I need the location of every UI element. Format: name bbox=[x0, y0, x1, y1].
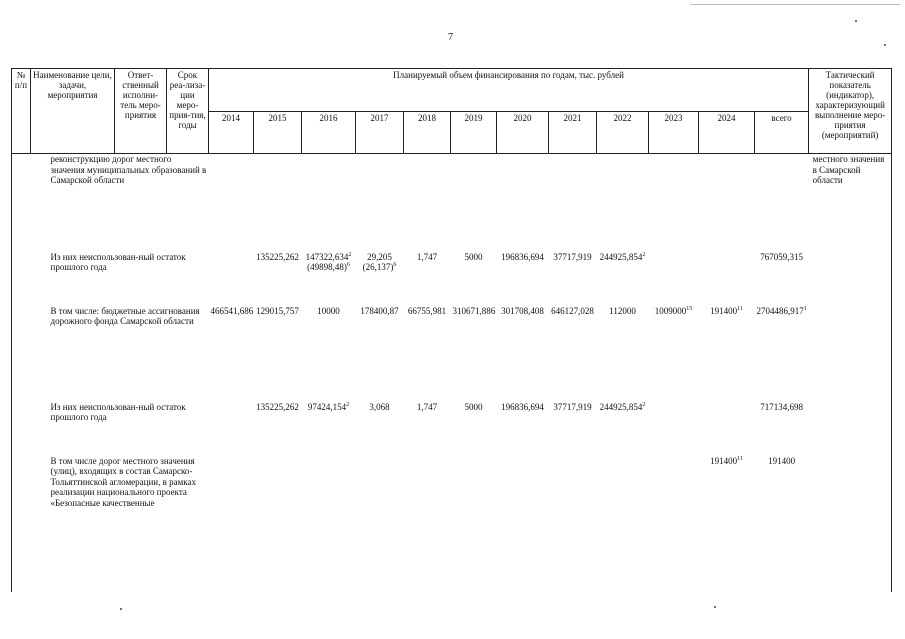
cell-value bbox=[404, 292, 451, 388]
speck bbox=[884, 44, 886, 46]
year-header: 2017 bbox=[356, 111, 404, 154]
cell-value bbox=[497, 388, 549, 442]
cell-indicator bbox=[809, 238, 892, 292]
cell-value bbox=[649, 292, 699, 388]
col-header-term: Срок реа-лиза-ции меро-прия-тия, годы bbox=[167, 69, 209, 154]
value-text: 97424,154 bbox=[307, 401, 347, 412]
cell-value bbox=[755, 154, 809, 238]
cell-value bbox=[302, 154, 356, 238]
year-header: 2020 bbox=[497, 111, 549, 154]
cell-value bbox=[404, 442, 451, 592]
cell-value bbox=[597, 388, 649, 442]
value-text: 2704486,917 bbox=[756, 305, 804, 316]
cell-value bbox=[254, 442, 302, 592]
cell-indicator bbox=[809, 292, 892, 388]
footnote-mark: 2 bbox=[642, 401, 646, 408]
cell-value bbox=[356, 292, 404, 388]
cell-value bbox=[649, 388, 699, 442]
cell-value bbox=[209, 388, 254, 442]
cell-indicator bbox=[809, 442, 892, 592]
cell-value bbox=[699, 154, 755, 238]
cell-value bbox=[254, 238, 302, 292]
footnote-mark: 11 bbox=[737, 455, 743, 462]
speck bbox=[855, 20, 857, 22]
top-edge-line bbox=[690, 4, 900, 5]
year-header: 2018 bbox=[404, 111, 451, 154]
cell-value bbox=[549, 442, 597, 592]
cell-value bbox=[497, 238, 549, 292]
value-text: 129015,757 bbox=[256, 305, 299, 316]
value-text: 66755,981 bbox=[407, 305, 447, 316]
cell-value bbox=[497, 154, 549, 238]
value-text: 646127,028 bbox=[551, 305, 594, 316]
cell-value bbox=[451, 388, 497, 442]
cell-indicator: местного значения в Самарской области bbox=[809, 154, 892, 238]
year-header: 2016 bbox=[302, 111, 356, 154]
cell-value bbox=[549, 154, 597, 238]
year-header: 2022 bbox=[597, 111, 649, 154]
value-text: 466541,686 bbox=[210, 305, 254, 316]
cell-value bbox=[209, 154, 254, 238]
value-text: 1,747 bbox=[416, 251, 438, 262]
table-row bbox=[12, 238, 892, 292]
cell-value bbox=[209, 292, 254, 388]
footnote-mark: 2 bbox=[642, 251, 646, 258]
cell-value bbox=[549, 292, 597, 388]
cell-value bbox=[597, 292, 649, 388]
cell-value bbox=[451, 292, 497, 388]
footnote-mark: 6 bbox=[346, 262, 350, 268]
value-text: 1,747 bbox=[416, 401, 438, 412]
year-header: всего bbox=[755, 111, 809, 154]
footnote-mark: 6 bbox=[393, 262, 397, 268]
cell-value bbox=[497, 292, 549, 388]
cell-value bbox=[356, 238, 404, 292]
cell-value bbox=[649, 154, 699, 238]
value-text: 244925,854 bbox=[599, 251, 643, 262]
cell-name: В том числе: бюджетные ассигнования дорожного фонда Самарской области bbox=[50, 305, 200, 326]
value-text: 5000 bbox=[464, 251, 483, 262]
cell-num bbox=[12, 238, 31, 292]
funding-table bbox=[11, 68, 892, 592]
value-text: 191400 bbox=[710, 455, 738, 466]
value-text: 3,068 bbox=[369, 401, 390, 412]
cell-value bbox=[649, 238, 699, 292]
year-header: 2014 bbox=[209, 111, 254, 154]
value-text-secondary: (49898,48) bbox=[307, 262, 347, 272]
page-number: 7 bbox=[448, 32, 453, 43]
value-text: 244925,854 bbox=[599, 401, 643, 412]
cell-value bbox=[755, 238, 809, 292]
cell-num bbox=[12, 388, 31, 442]
cell-value bbox=[254, 154, 302, 238]
cell-value bbox=[451, 238, 497, 292]
cell-value bbox=[649, 442, 699, 592]
cell-value bbox=[209, 238, 254, 292]
value-text: 37717,919 bbox=[553, 251, 592, 262]
cell-value bbox=[254, 388, 302, 442]
table-row bbox=[12, 154, 892, 238]
cell-value bbox=[451, 154, 497, 238]
value-text: 196836,694 bbox=[501, 401, 544, 412]
cell-name: реконструкцию дорог местного значения муниципальных образований в Самарской области bbox=[50, 154, 207, 185]
cell-value bbox=[755, 292, 809, 388]
speck bbox=[714, 606, 716, 608]
year-header: 2023 bbox=[649, 111, 699, 154]
cell-value bbox=[356, 154, 404, 238]
col-header-num: № п/п bbox=[12, 69, 31, 154]
cell-value bbox=[597, 154, 649, 238]
cell-value bbox=[356, 442, 404, 592]
value-text: 1009000 bbox=[654, 305, 687, 316]
value-text: 717134,698 bbox=[760, 401, 803, 412]
year-header: 2021 bbox=[549, 111, 597, 154]
value-text: 147322,634 bbox=[305, 251, 349, 262]
year-header: 2024 bbox=[699, 111, 755, 154]
footnote-mark: 1 bbox=[803, 305, 807, 312]
cell-indicator bbox=[809, 388, 892, 442]
table-row bbox=[12, 442, 892, 592]
cell-value bbox=[755, 442, 809, 592]
cell-value bbox=[755, 388, 809, 442]
cell-value bbox=[404, 154, 451, 238]
value-text: 191400 bbox=[768, 455, 796, 466]
value-text: 135225,262 bbox=[256, 251, 299, 262]
speck bbox=[120, 608, 122, 610]
value-text: 135225,262 bbox=[256, 401, 299, 412]
cell-value bbox=[699, 442, 755, 592]
footnote-mark: 15 bbox=[686, 305, 693, 312]
value-text-secondary: (26,137) bbox=[362, 262, 394, 272]
cell-value bbox=[254, 292, 302, 388]
cell-value bbox=[302, 292, 356, 388]
cell-value bbox=[699, 238, 755, 292]
value-text: 191400 bbox=[710, 305, 738, 316]
cell-value bbox=[404, 388, 451, 442]
cell-num bbox=[12, 154, 31, 238]
value-text: 196836,694 bbox=[501, 251, 544, 262]
cell-num bbox=[12, 442, 31, 592]
value-text: 112000 bbox=[609, 305, 636, 316]
year-header: 2019 bbox=[451, 111, 497, 154]
value-text: 5000 bbox=[464, 401, 483, 412]
cell-value bbox=[451, 442, 497, 592]
cell-value bbox=[404, 238, 451, 292]
cell-value bbox=[356, 388, 404, 442]
value-text: 37717,919 bbox=[553, 401, 592, 412]
value-text: 10000 bbox=[317, 305, 340, 316]
cell-value bbox=[597, 442, 649, 592]
table-row bbox=[12, 292, 892, 388]
value-text: 301708,408 bbox=[501, 305, 544, 316]
cell-value bbox=[699, 388, 755, 442]
year-header: 2015 bbox=[254, 111, 302, 154]
cell-name: Из них неиспользован-ный остаток прошлого года bbox=[50, 251, 186, 272]
col-header-funding: Планируемый объем финансирования по годам, тыс. рублей bbox=[209, 69, 809, 112]
table-row bbox=[12, 388, 892, 442]
footnote-mark: 11 bbox=[737, 305, 743, 312]
cell-value bbox=[302, 388, 356, 442]
cell-value bbox=[302, 442, 356, 592]
footnote-mark: 2 bbox=[348, 251, 352, 258]
cell-name: Из них неиспользован-ный остаток прошлого года bbox=[50, 401, 186, 422]
col-header-indicator: Тактический показатель (индикатор), характеризующий выполнение меро-приятия (мероприятий) bbox=[809, 69, 892, 154]
cell-num bbox=[12, 292, 31, 388]
col-header-name: Наименование цели, задачи, мероприятия bbox=[31, 69, 115, 154]
cell-value bbox=[497, 442, 549, 592]
cell-value bbox=[699, 292, 755, 388]
cell-name: В том числе дорог местного значения (улиц), входящих в состав Самарско-Тольяттинской агломерации, в рамках реализации национального проекта «Безопасные качественные bbox=[50, 455, 197, 508]
value-text: 178400,87 bbox=[360, 305, 399, 316]
cell-value bbox=[302, 238, 356, 292]
value-text: 310671,886 bbox=[452, 305, 496, 316]
col-header-responsible: Ответ-ственный исполни-тель меро-приятия bbox=[115, 69, 167, 154]
cell-value bbox=[209, 442, 254, 592]
cell-value bbox=[597, 238, 649, 292]
footnote-mark: 2 bbox=[346, 401, 350, 408]
cell-value bbox=[549, 388, 597, 442]
cell-value bbox=[549, 238, 597, 292]
value-text: 767059,315 bbox=[760, 251, 803, 262]
value-text: 29,205 bbox=[367, 251, 392, 262]
